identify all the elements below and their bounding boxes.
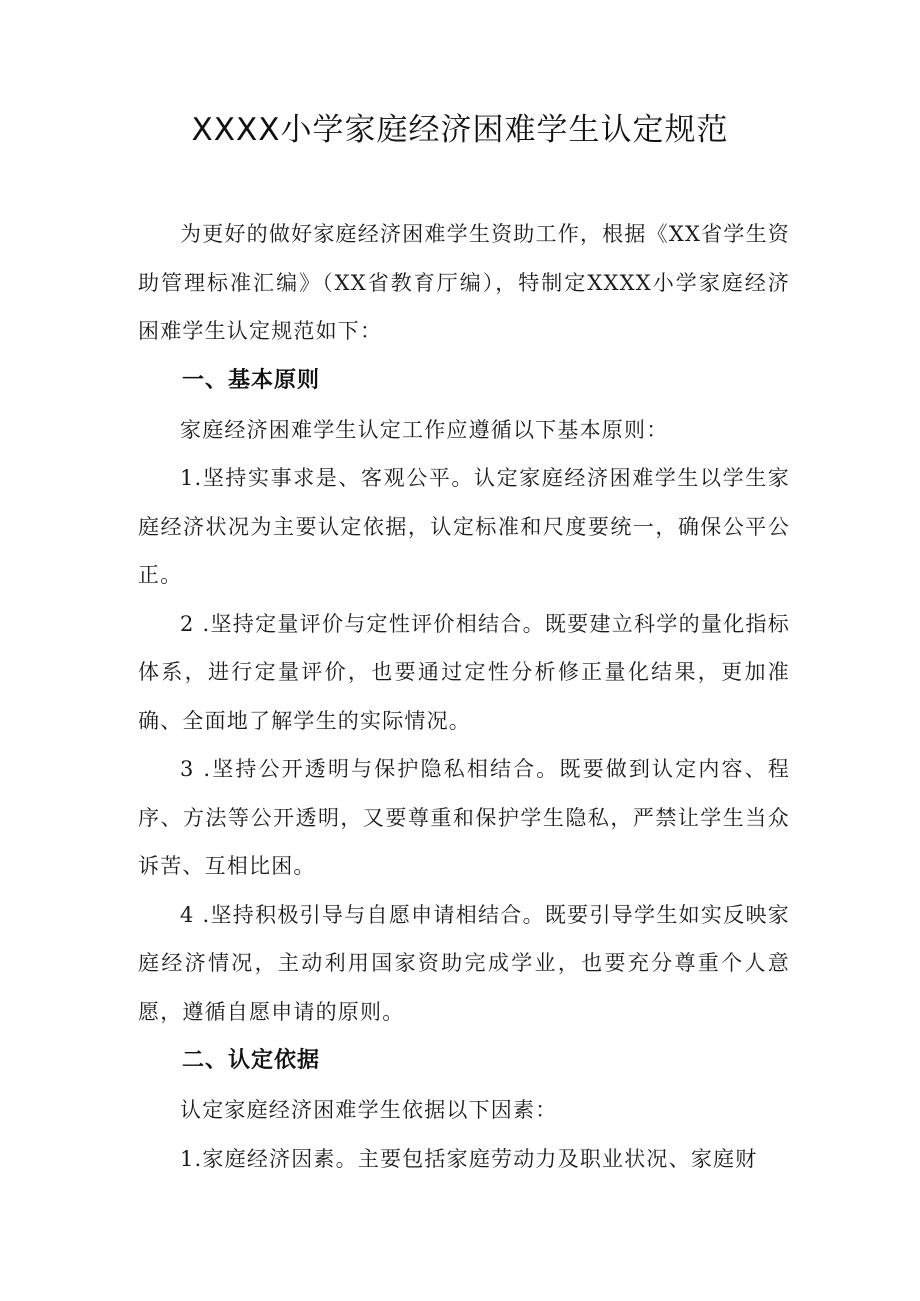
principle-item-3: 3 .坚持公开透明与保护隐私相结合。既要做到认定内容、程序、方法等公开透明，又要尊重和保护学生隐私，严禁让学生当众诉苦、互相比困。 xyxy=(138,757,790,878)
section-lead-paragraph: 家庭经济困难学生认定工作应遵循以下基本原则： xyxy=(180,417,669,442)
principle-item-2: 2 .坚持定量评价与定性评价相结合。既要建立科学的量化指标体系，进行定量评价，也要通过定性分析修正量化结果，更加准确、全面地了解学生的实际情况。 xyxy=(138,611,790,733)
document-body xyxy=(138,210,790,1183)
section-lead-paragraph: 认定家庭经济困难学生依据以下因素： xyxy=(180,1098,558,1122)
document-title: XXXX小学家庭经济困难学生认定规范 xyxy=(191,112,729,148)
criteria-item-1: 1.家庭经济因素。主要包括家庭劳动力及职业状况、家庭财 xyxy=(180,1146,758,1171)
principle-item-1: 1.坚持实事求是、客观公平。认定家庭经济困难学生以学生家庭经济状况为主要认定依据，认定标准和尺度要统一，确保公平公正。 xyxy=(138,466,790,587)
section-heading-criteria: 二、认定依据 xyxy=(182,1048,321,1073)
principle-item-4: 4 .坚持积极引导与自愿申请相结合。既要引导学生如实反映家庭经济情况，主动利用国家资助完成学业，也要充分尊重个人意愿，遵循自愿申请的原则。 xyxy=(138,902,790,1024)
intro-paragraph: 为更好的做好家庭经济困难学生资助工作，根据《XX省学生资助管理标准汇编》（XX省教育厅编），特制定XXXX小学家庭经济困难学生认定规范如下： xyxy=(138,222,790,343)
section-heading-basic-principles: 一、基本原则 xyxy=(182,367,321,393)
